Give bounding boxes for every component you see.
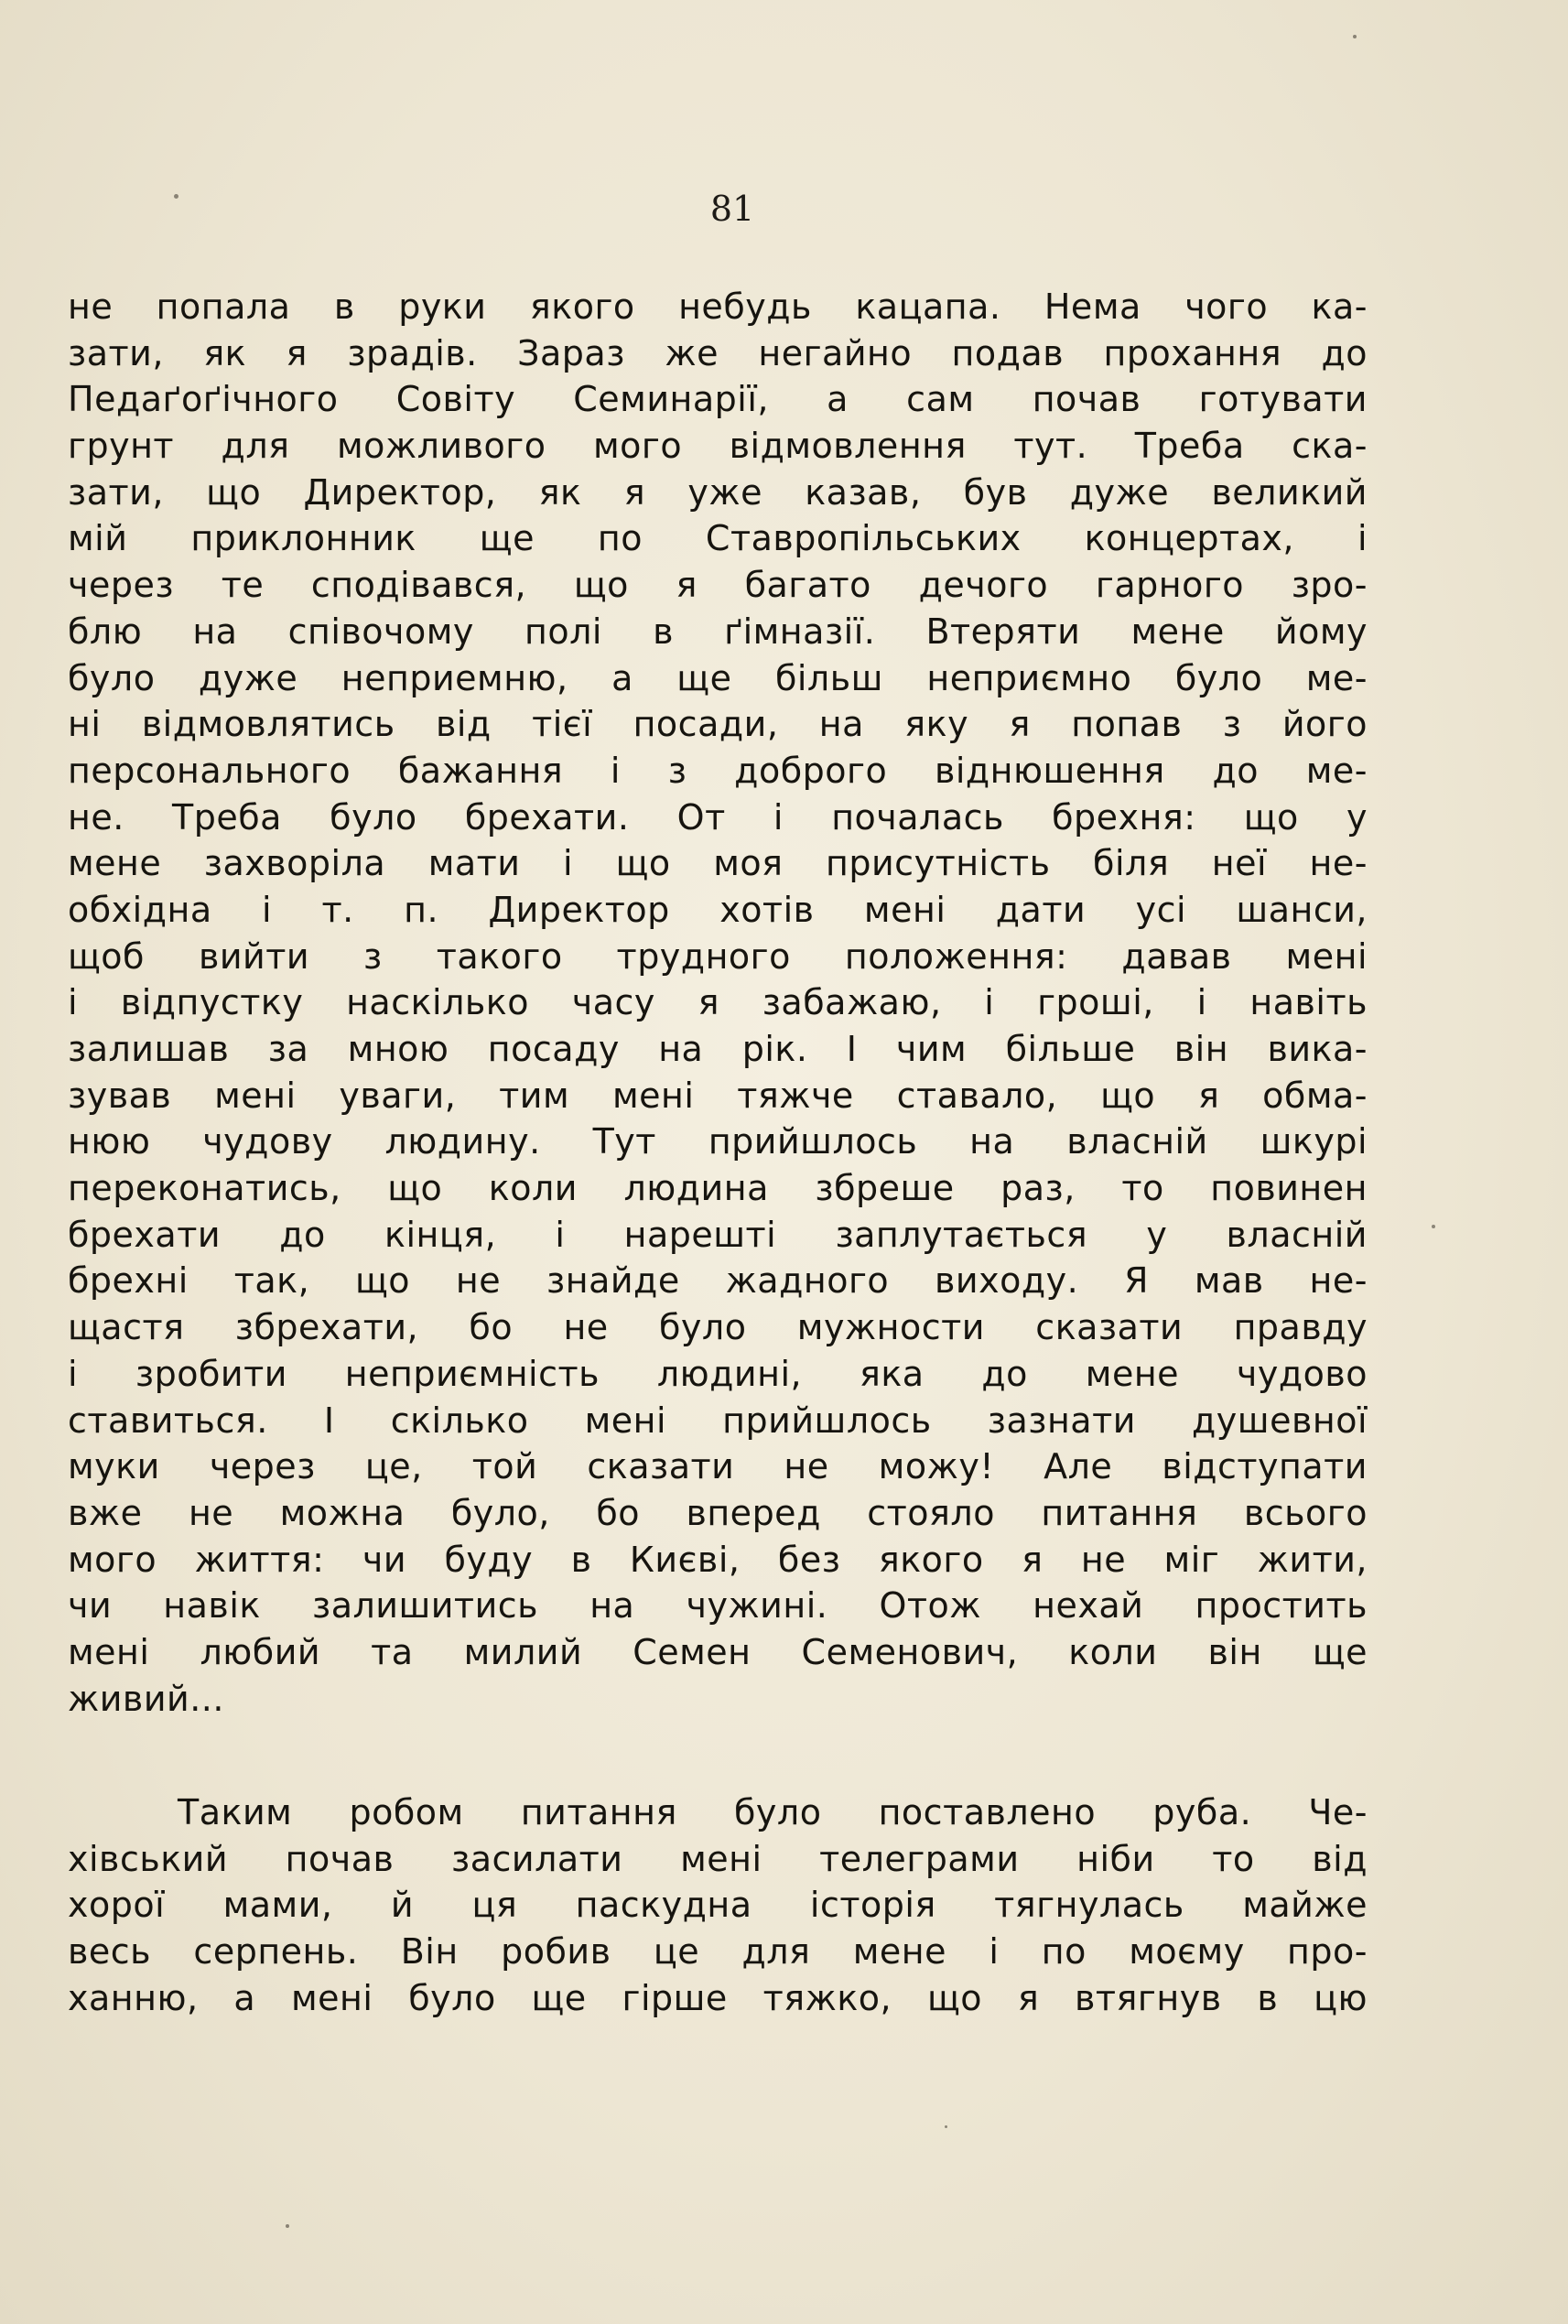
text-line: через те сподівався, що я багато дечого гарного зро- [68, 565, 1368, 606]
text-line: ні відмовлятись від тієї посади, на яку я попав з його [68, 704, 1368, 745]
paper-speck [1353, 35, 1357, 38]
text-line: блю на співочому полі в ґімназії. Втеряти мене йому [68, 611, 1368, 652]
paragraph-1 [68, 284, 1368, 1722]
text-line: хівський почав засилати мені телеграми ніби то від [68, 1838, 1368, 1879]
text-line: не. Треба було брехати. От і почалась брехня: що у [68, 796, 1368, 838]
text-line: і зробити неприємність людині, яка до мене чудово [68, 1353, 1368, 1394]
text-line: муки через це, той сказати не можу! Але відступати [68, 1446, 1368, 1487]
text-line: зати, що Директор, як я уже казав, був дуже великий [68, 471, 1368, 513]
paper-speck [945, 2125, 947, 2128]
paper-speck [1432, 1225, 1435, 1228]
text-line: нюю чудову людину. Тут прийшлось на власній шкурі [68, 1121, 1368, 1162]
text-line: вже не можна було, бо вперед стояло питання всього [68, 1492, 1368, 1533]
text-line: персонального бажання і з доброго віднюшення до ме- [68, 750, 1368, 791]
text-line: мого життя: чи буду в Києві, без якого я не міг жити, [68, 1539, 1368, 1580]
text-line: і відпустку наскілько часу я забажаю, і гроші, і навіть [68, 982, 1368, 1023]
page-number: 81 [709, 189, 755, 229]
text-line: Педаґоґічного Совіту Семинарії, а сам почав готувати [68, 379, 1368, 420]
text-line: ханню, а мені було ще гірше тяжко, що я втягнув в цю [68, 1977, 1368, 2018]
text-line: щастя збрехати, бо не було мужности сказати правду [68, 1307, 1368, 1348]
paper-speck [174, 194, 178, 199]
text-line: було дуже неприемню, а ще більш неприємно було ме- [68, 657, 1368, 698]
text-line: обхідна і т. п. Директор хотів мені дати усі шанси, [68, 889, 1368, 930]
text-line: залишав за мною посаду на рік. І чим більше він вика- [68, 1029, 1368, 1069]
text-line: брехати до кінця, і нарешті заплутається у власній [68, 1214, 1368, 1255]
text-line: чи навік залишитись на чужині. Отож нехай простить [68, 1585, 1368, 1627]
text-line: живий... [68, 1678, 224, 1719]
text-line: мій приклонник ще по Ставропільських концертах, і [68, 518, 1368, 559]
text-line: переконатись, що коли людина збреше раз, то повинен [68, 1168, 1368, 1209]
text-line: брехні так, що не знайде жадного виходу. Я мав не- [68, 1260, 1368, 1302]
text-line: хорої мами, й ця паскудна історія тягнулась майже [68, 1885, 1368, 1926]
paper-speck [286, 2224, 289, 2228]
text-line: Таким робом питання було поставлено руба. Че- [178, 1792, 1368, 1832]
text-line: грунт для можливого мого відмовлення тут. Треба ска- [68, 426, 1368, 467]
text-line: весь серпень. Він робив це для мене і по моєму про- [68, 1931, 1368, 1973]
text-line: зував мені уваги, тим мені тяжче ставало, що я обма- [68, 1075, 1368, 1116]
text-line: мені любий та милий Семен Семенович, коли він ще [68, 1631, 1368, 1672]
text-line: не попала в руки якого небудь кацапа. Нема чого ка- [68, 286, 1368, 327]
paragraph-2 [68, 1789, 1368, 2021]
text-line: щоб вийти з такого трудного положення: давав мені [68, 935, 1368, 977]
text-line: ставиться. І скілько мені прийшлось зазнати душевної [68, 1400, 1368, 1441]
text-line: мене захворіла мати і що моя присутність біля неї не- [68, 843, 1368, 884]
text-line: зати, як я зрадів. Зараз же негайно подав прохання до [68, 332, 1368, 373]
